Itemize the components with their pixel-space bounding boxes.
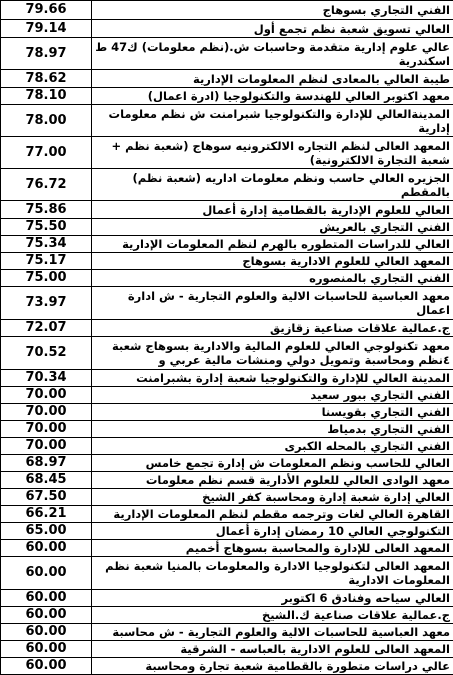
table-row bbox=[1, 404, 453, 421]
score-cell: 75.17 bbox=[1, 253, 92, 270]
institute-name-cell: المعهد العالى للعلوم الادارية بالعباسه - الشرقية bbox=[92, 641, 453, 658]
grades-table-body bbox=[1, 1, 453, 675]
score-cell: 76.72 bbox=[1, 169, 92, 201]
table-row bbox=[1, 506, 453, 523]
table-row bbox=[1, 287, 453, 320]
institute-name-cell: المدينة العالي للإدارة والتكنولوجيا شعبة إدارة بشبرامنت bbox=[92, 370, 453, 387]
table-row bbox=[1, 421, 453, 438]
table-row bbox=[1, 489, 453, 506]
institute-name-cell: معهد الوادى العالي للعلوم الأدارية قسم نظم معلومات bbox=[92, 472, 453, 489]
institute-name-cell: معهد اكتوبر العالي للهندسة والتكنولوجيا (ادرة اعمال) bbox=[92, 88, 453, 105]
score-cell: 73.97 bbox=[1, 287, 92, 320]
institute-name-cell: ج.عمالية علاقات صناعية زقازيق bbox=[92, 320, 453, 337]
institute-name-cell: الفني التجاري ببور سعيد bbox=[92, 387, 453, 404]
institute-name-cell: المعهد العالى لنظم التجاره الالكترونيه سوهاج (شعبة نظم + شعبة التجارة الالكترونية) bbox=[92, 137, 453, 169]
score-cell: 78.00 bbox=[1, 105, 92, 137]
institute-name-cell: المدينةالعالي للإدارة والتكنولوجيا شبرامنت ش نظم معلومات إدارية bbox=[92, 105, 453, 137]
score-cell: 78.97 bbox=[1, 38, 92, 70]
score-cell: 70.00 bbox=[1, 421, 92, 438]
table-row bbox=[1, 370, 453, 387]
table-row bbox=[1, 169, 453, 201]
institute-name-cell: الفني التجاري بسوهاج bbox=[92, 1, 453, 20]
table-row bbox=[1, 105, 453, 137]
table-row bbox=[1, 320, 453, 337]
score-cell: 60.00 bbox=[1, 590, 92, 607]
institute-name-cell: الفني التجاري بالمحله الكبرى bbox=[92, 438, 453, 455]
table-row bbox=[1, 523, 453, 540]
institute-name-cell: العالي للدراسات المتطوره بالهرم لنظم المعلومات الإدارية bbox=[92, 236, 453, 253]
score-cell: 75.34 bbox=[1, 236, 92, 253]
score-cell: 65.00 bbox=[1, 523, 92, 540]
score-cell: 67.50 bbox=[1, 489, 92, 506]
score-cell: 70.00 bbox=[1, 438, 92, 455]
institute-name-cell: التكنولوجي العالي 10 رمضان إدارة أعمال bbox=[92, 523, 453, 540]
score-cell: 70.00 bbox=[1, 404, 92, 421]
table-row bbox=[1, 236, 453, 253]
score-cell: 70.52 bbox=[1, 337, 92, 370]
table-row bbox=[1, 472, 453, 489]
institute-name-cell: العالي للحاسب ونظم المعلومات ش إدارة تجمع خامس bbox=[92, 455, 453, 472]
institute-name-cell: العالي للعلوم الإدارية بالقطامية إدارة أعمال bbox=[92, 201, 453, 219]
table-row bbox=[1, 38, 453, 70]
score-cell: 75.00 bbox=[1, 270, 92, 287]
institute-name-cell: طيبة العالي بالمعادى لنظم المعلومات الإدارية bbox=[92, 70, 453, 88]
score-cell: 79.66 bbox=[1, 1, 92, 20]
institute-name-cell: ج.عمالية علاقات صناعية ك.الشيخ bbox=[92, 607, 453, 624]
table-row bbox=[1, 337, 453, 370]
institute-name-cell: الفني التجاري بدمياط bbox=[92, 421, 453, 438]
institute-name-cell: القاهرة العالي لغات وترجمه مقطم لنظم المعلومات الإدارية bbox=[92, 506, 453, 523]
table-row bbox=[1, 387, 453, 404]
score-cell: 60.00 bbox=[1, 607, 92, 624]
institute-name-cell: معهد العباسية للحاسبات الالية والعلوم التجارية - ش ادارة اعمال bbox=[92, 287, 453, 320]
score-cell: 68.97 bbox=[1, 455, 92, 472]
institute-name-cell: العالي إدارة شعبة إدارة ومحاسبة كفر الشيخ bbox=[92, 489, 453, 506]
institute-name-cell: العالي سياحه وفنادق 6 اكتوبر bbox=[92, 590, 453, 607]
institute-name-cell: عالي علوم إدارية متقدمة وحاسبات ش.(نظم معلومات) ك47 ط اسكندرية bbox=[92, 38, 453, 70]
table-row bbox=[1, 1, 453, 20]
table-row bbox=[1, 557, 453, 590]
table-row bbox=[1, 455, 453, 472]
score-cell: 60.00 bbox=[1, 624, 92, 641]
table-row bbox=[1, 70, 453, 88]
institute-name-cell: المعهد العالى لتكنولوجيا الادارة والمعلومات بالمنيا شعبة نظم المعلومات الادارية bbox=[92, 557, 453, 590]
institute-name-cell: معهد العباسية للحاسبات الالية والعلوم التجارية - ش محاسبة bbox=[92, 624, 453, 641]
score-cell: 60.00 bbox=[1, 540, 92, 557]
table-row bbox=[1, 137, 453, 169]
institute-name-cell: العالي تسويق شعبة نظم تجمع أول bbox=[92, 20, 453, 38]
institute-name-cell: المعهد العالي للعلوم الادارية بسوهاج bbox=[92, 253, 453, 270]
table-row bbox=[1, 641, 453, 658]
institute-name-cell: معهد تكنولوجي العالي للعلوم المالية والادارية بسوهاج شعبة ٤نظم ومحاسبة وتمويل دولي ومنشات مالية عربي و bbox=[92, 337, 453, 370]
score-cell: 78.10 bbox=[1, 88, 92, 105]
score-cell: 68.45 bbox=[1, 472, 92, 489]
institute-name-cell: الفني التجاري بقويسنا bbox=[92, 404, 453, 421]
table-row bbox=[1, 253, 453, 270]
score-cell: 75.86 bbox=[1, 201, 92, 219]
score-cell: 60.00 bbox=[1, 557, 92, 590]
table-row bbox=[1, 201, 453, 219]
table-row bbox=[1, 270, 453, 287]
score-cell: 66.21 bbox=[1, 506, 92, 523]
score-cell: 60.00 bbox=[1, 641, 92, 658]
table-row bbox=[1, 20, 453, 38]
institute-name-cell: الفني التجاري بالمنصوره bbox=[92, 270, 453, 287]
score-cell: 75.50 bbox=[1, 219, 92, 236]
table-row bbox=[1, 540, 453, 557]
table-row bbox=[1, 590, 453, 607]
score-cell: 77.00 bbox=[1, 137, 92, 169]
table-row bbox=[1, 624, 453, 641]
institute-name-cell: المعهد العالى للإدارة والمحاسبة بسوهاج أخميم bbox=[92, 540, 453, 557]
score-cell: 79.14 bbox=[1, 20, 92, 38]
table-row bbox=[1, 219, 453, 236]
table-row bbox=[1, 88, 453, 105]
score-cell: 60.00 bbox=[1, 658, 92, 675]
table-row bbox=[1, 438, 453, 455]
score-cell: 78.62 bbox=[1, 70, 92, 88]
score-cell: 70.00 bbox=[1, 387, 92, 404]
institute-name-cell: الفني التجاري بالعريش bbox=[92, 219, 453, 236]
table-row bbox=[1, 607, 453, 624]
institute-name-cell: الجزيره العالي حاسب ونظم معلومات اداريه (شعبة نظم) بالمقطم bbox=[92, 169, 453, 201]
score-cell: 70.34 bbox=[1, 370, 92, 387]
score-cell: 72.07 bbox=[1, 320, 92, 337]
institute-name-cell: عالي دراسات متطورة بالقطامية شعبة تجارة ومحاسبة bbox=[92, 658, 453, 675]
